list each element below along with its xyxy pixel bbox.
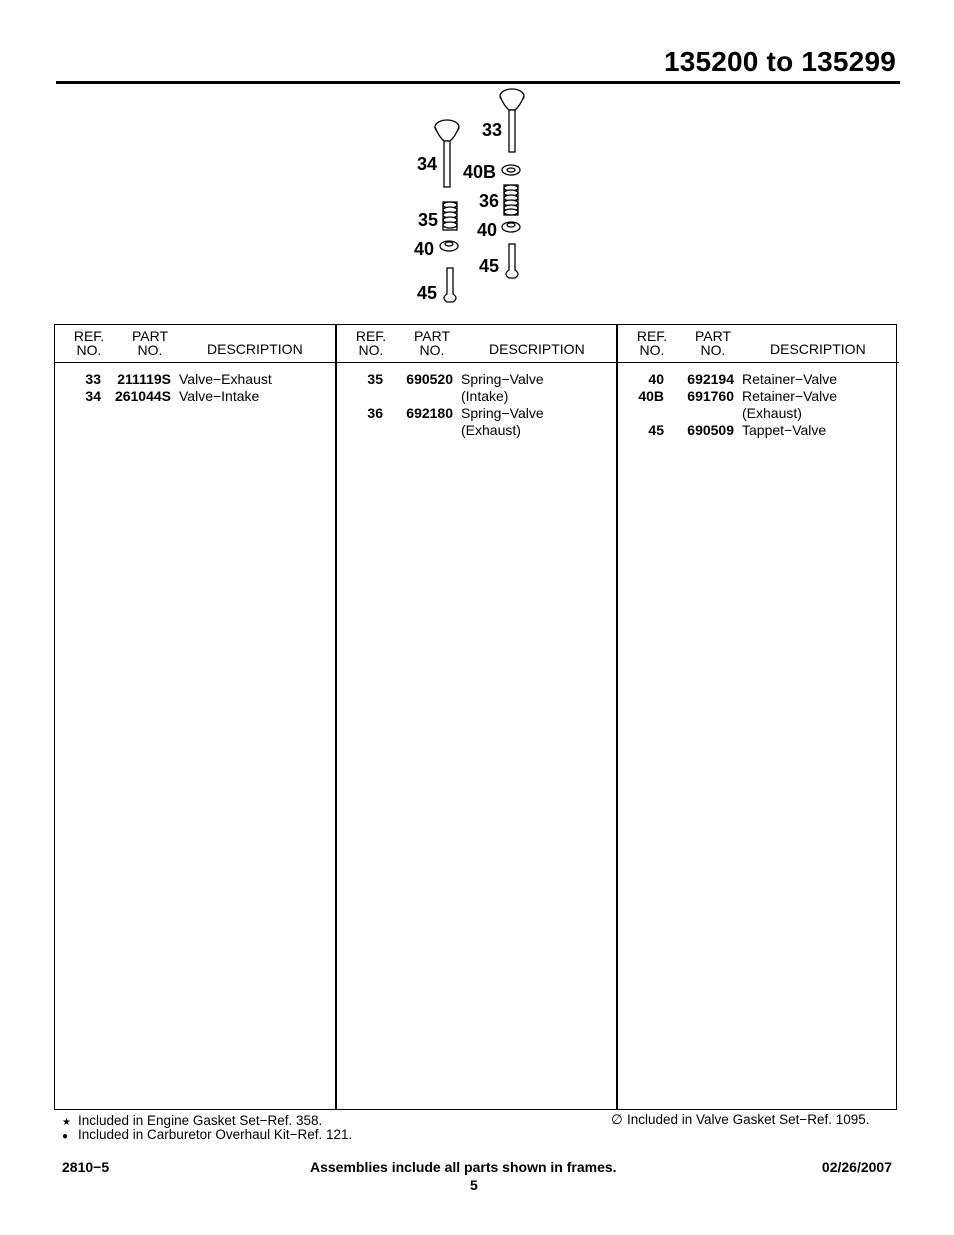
ref-number: 34	[85, 388, 101, 404]
description-line: Retainer−Valve	[742, 371, 838, 387]
intake-valve-stem	[444, 141, 450, 187]
callout-34: 34	[417, 154, 438, 174]
part-description	[461, 405, 618, 439]
parts-rows	[618, 371, 899, 439]
description-line: Spring−Valve	[461, 371, 544, 387]
page-number: 5	[470, 1177, 478, 1193]
empty-set-icon: ∅	[611, 1112, 623, 1127]
part-no-header: PART NO.	[694, 328, 732, 358]
table-row	[337, 371, 618, 405]
assemblies-statement: Assemblies include all parts shown in frames.	[310, 1159, 617, 1175]
parts-table	[54, 324, 897, 1110]
part-description	[742, 422, 899, 439]
callout-40b: 40B	[463, 162, 497, 182]
ref-no-header: REF. NO.	[355, 328, 387, 358]
table-row	[618, 422, 899, 439]
note-engine-gasket: ★ Included in Engine Gasket Set−Ref. 358.	[62, 1113, 323, 1128]
star-icon: ★	[62, 1117, 71, 1128]
callout-35: 35	[418, 210, 439, 230]
description-line: (Intake)	[461, 388, 509, 404]
parts-column	[616, 325, 899, 1109]
callout-40-left: 40	[414, 239, 435, 259]
tappet-45-left	[444, 268, 456, 302]
note-valve-gasket: ∅ Included in Valve Gasket Set−Ref. 1095.	[611, 1112, 870, 1127]
callout-36: 36	[479, 191, 500, 211]
note-carburetor-kit: ● Included in Carburetor Overhaul Kit−Ref. 121.	[62, 1127, 353, 1142]
callout-33: 33	[482, 120, 503, 140]
part-description	[461, 371, 618, 405]
part-number: 261044S	[114, 388, 171, 404]
ref-no-header: REF. NO.	[73, 328, 105, 358]
exhaust-valve-neck	[500, 96, 524, 110]
parts-column	[55, 325, 336, 1109]
part-number: 690520	[406, 371, 453, 387]
part-description	[179, 371, 336, 388]
part-description	[742, 388, 899, 422]
description-line: Valve−Intake	[179, 388, 260, 404]
table-row	[337, 405, 618, 439]
callout-45-left: 45	[417, 283, 438, 303]
parts-rows	[337, 371, 618, 439]
spring-35	[443, 202, 457, 230]
document-date: 02/26/2007	[821, 1159, 892, 1175]
part-number: 211119S	[117, 371, 171, 387]
ref-number: 45	[648, 422, 664, 438]
table-row	[618, 371, 899, 388]
description-line: (Exhaust)	[742, 405, 802, 421]
description-header: DESCRIPTION	[770, 341, 866, 357]
description-line: Spring−Valve	[461, 405, 544, 421]
column-header	[55, 325, 336, 363]
exhaust-valve-stem	[509, 110, 515, 152]
description-header: DESCRIPTION	[207, 341, 303, 357]
description-line: Tappet−Valve	[742, 422, 827, 438]
table-row	[55, 388, 336, 405]
part-number: 692194	[687, 371, 734, 387]
part-no-header: PART NO.	[131, 328, 169, 358]
description-line: Retainer−Valve	[742, 388, 838, 404]
valve-parts-illustration	[380, 84, 560, 314]
parts-rows	[55, 371, 336, 405]
valve-parts-diagram	[380, 84, 560, 314]
ref-number: 40B	[638, 388, 664, 404]
parts-column	[335, 325, 618, 1109]
column-header	[618, 325, 899, 363]
table-row	[55, 371, 336, 388]
document-code: 2810−5	[62, 1159, 110, 1175]
part-number: 692180	[406, 405, 453, 421]
page-title: 135200 to 135299	[663, 46, 896, 77]
intake-valve-neck	[435, 127, 459, 141]
tappet-45-right	[506, 244, 518, 278]
bullet-icon: ●	[62, 1131, 69, 1142]
part-description	[179, 388, 336, 405]
callout-45-right: 45	[479, 256, 500, 276]
ref-number: 40	[648, 371, 664, 387]
ref-number: 36	[367, 405, 383, 421]
ref-number: 35	[367, 371, 383, 387]
ref-number: 33	[85, 371, 101, 387]
callout-40-right: 40	[477, 220, 498, 240]
spring-36	[504, 185, 518, 215]
ref-no-header: REF. NO.	[636, 328, 668, 358]
description-line: Valve−Exhaust	[179, 371, 272, 387]
part-number: 690509	[687, 422, 734, 438]
part-no-header: PART NO.	[413, 328, 451, 358]
part-number: 691760	[687, 388, 734, 404]
table-row	[618, 388, 899, 422]
description-line: (Exhaust)	[461, 422, 521, 438]
column-header	[337, 325, 618, 363]
description-header: DESCRIPTION	[489, 341, 585, 357]
part-description	[742, 371, 899, 388]
